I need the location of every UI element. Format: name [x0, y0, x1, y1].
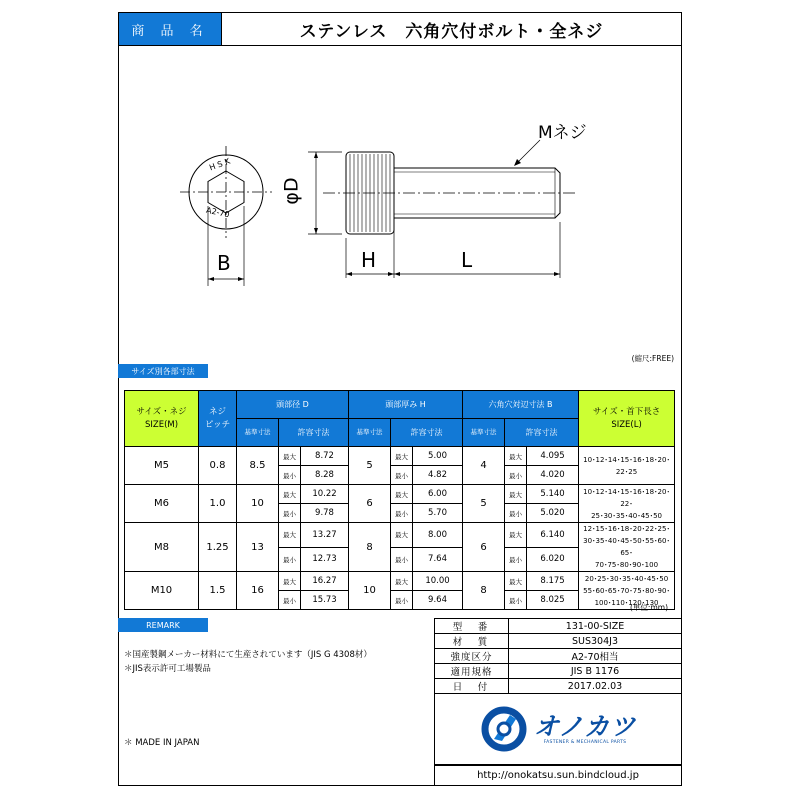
d-base-header: 基準寸法 [237, 419, 279, 447]
table-row: M5 0.8 8.5 最大 8.72 5 最大 5.00 4 最大 4.095 10･12･14･15･16･18･20･ 22･25 [125, 447, 675, 466]
dim-h-label: H [361, 248, 377, 272]
length-header: サイズ・首下長さ SIZE(L) [579, 391, 675, 447]
scale-note: (縮尺:FREE) [631, 354, 674, 363]
info-row: 材 質 SUS304J3 [435, 634, 682, 649]
head-thick-header: 頭部厚み H [349, 391, 463, 419]
company-url[interactable]: http://onokatsu.sun.bindcloud.jp [434, 765, 682, 786]
dim-l-label: L [461, 248, 473, 272]
info-row: 強度区分 A2-70相当 [435, 649, 682, 664]
h-tol-header: 許容寸法 [391, 419, 463, 447]
product-name-label: 商 品 名 [119, 13, 222, 45]
hex-across-header: 六角穴対辺寸法 B [463, 391, 579, 419]
info-row: 適用規格 JIS B 1176 [435, 664, 682, 679]
size-section-bar: サイズ別各部寸法 [118, 364, 208, 378]
head-dia-header: 頭部径 D [237, 391, 349, 419]
table-row: M6 1.0 10 最大 10.22 6 最大 6.00 5 最大 5.140 10･12･14･15･16･18･20･22･ 25･30･35･40･45･50 [125, 485, 675, 504]
dim-d-label: φD [280, 177, 303, 205]
unit-note: (単位:mm) [630, 603, 668, 612]
size-thread-header: サイズ・ネジ SIZE(M) [125, 391, 199, 447]
b-base-header: 基準寸法 [463, 419, 505, 447]
logo-name: オノカツ [533, 711, 637, 741]
technical-drawing [118, 46, 682, 364]
table-row: M10 1.5 16 最大 16.27 10 最大 10.00 8 最大 8.175 20･25･30･35･40･45･50 55･60･65･70･75･80･90･ 100･110･120･130 [125, 572, 675, 591]
info-row: 型 番 131-00-SIZE [435, 619, 682, 634]
info-row: 日 付 2017.02.03 [435, 679, 682, 694]
table-row: M8 1.25 13 最大 13.27 8 最大 8.00 6 最大 6.140 12･15･16･18･20･22･25･ 30･35･40･45･50･55･60･65･ 70･75･80･90･100 [125, 523, 675, 548]
remark-line: ＊国産製鋼メーカー材料にて生産されています（JIS G 4308材） [124, 650, 372, 660]
hex-marking-bottom: A2-70 [205, 205, 231, 220]
company-logo [434, 693, 682, 765]
hex-marking-top: H S K [208, 156, 232, 173]
product-info-table [434, 618, 682, 694]
remark-made-in-japan: ＊ MADE IN JAPAN [124, 738, 200, 748]
dim-b-label: B [217, 251, 231, 275]
remark-line: ＊JIS表示許可工場製品 [124, 664, 211, 674]
thread-label: Mネジ [538, 123, 587, 143]
logo-subtitle: FASTENER & MECHANICAL PARTS [543, 739, 627, 745]
b-tol-header: 許容寸法 [505, 419, 579, 447]
title-header [118, 12, 682, 46]
remark-bar: REMARK [118, 618, 208, 632]
remark-list [124, 648, 372, 676]
d-tol-header: 許容寸法 [279, 419, 349, 447]
h-base-header: 基準寸法 [349, 419, 391, 447]
dimension-table: サイズ・ネジ SIZE(M) ネジ ピッチ 頭部径 D 頭部厚み H 六角穴対辺寸法 B サイズ・首下長さ SIZE(L) 基準寸法 許容寸法 基準寸法 許容寸法 基準寸法 許容寸法 M5 0.8 8.5 最大 8.72 5 最大 5.00 4 最大 4.095 10･12･14･15･16･18･20･ 22･25 最小 8.28 最小 4.82 最小 4.020 M6 1.0 10 最大 10.22 6 最大 6.00 5 最大 5.140 10･12･14･15･16･18･20･22･ 25･30･35･40･45･50 最小 9.78 最小 5.70 最小 5.020 M8 1.25 13 最大 13.27 8 最大 8.00 6 最大 6.140 12･15･16･18･20･22･25･ 30･35･40･45･50･55･60･65･ 70･75･80･90･100 最小 12.73 最小 7.64 最小 6.020 M10 1.5 16 最大 16.27 10 最大 10.00 8 最大 8.175 20･25･30･35･40･45･50 55･60･65･70･75･80･90･ 100･110･120･130 最小 15.73 最小 9.64 最小 8.025 [124, 390, 675, 610]
pitch-header: ネジ ピッチ [199, 391, 237, 447]
bolt-drawing [118, 46, 682, 364]
logo-mark-icon [480, 705, 528, 753]
product-title: ステンレス 六角穴付ボルト・全ネジ [299, 21, 604, 42]
